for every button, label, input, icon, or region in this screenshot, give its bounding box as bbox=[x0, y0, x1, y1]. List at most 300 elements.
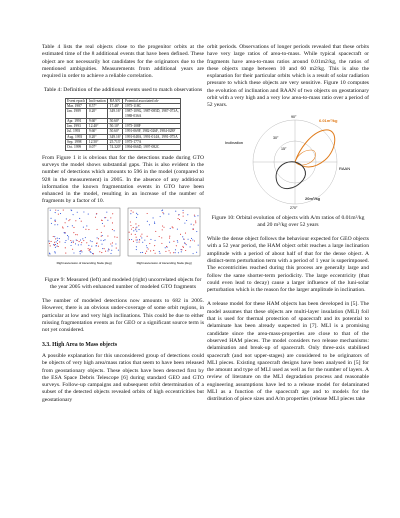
scatter-point bbox=[180, 233, 181, 234]
left-paragraph-3: The number of modeled detections now amounts to 682 in 2005. However, there is an obvious under-coverage of some orbit regions, in particular at low and very high inclinations. This could be due to either missing fragmentation events as for GEO or a significant source term is not yet considered. bbox=[42, 298, 204, 334]
figure-9 bbox=[42, 206, 204, 291]
table-header-cell: Event epoch bbox=[67, 98, 85, 103]
left-column bbox=[42, 44, 204, 404]
scatter-point bbox=[50, 245, 51, 246]
scatter-point bbox=[161, 243, 162, 244]
table-cell: Aug. 1993 bbox=[65, 134, 87, 139]
scatter-point bbox=[81, 220, 82, 221]
legend-low-am: 20m²/kg bbox=[305, 195, 321, 201]
scatter-point bbox=[92, 241, 93, 242]
scatter-point bbox=[178, 252, 179, 253]
table-cell: 0.07° bbox=[87, 145, 108, 150]
scatter-point bbox=[82, 238, 83, 239]
scatter-point bbox=[99, 251, 100, 252]
scatter-point bbox=[115, 243, 116, 244]
scatter-point bbox=[107, 235, 108, 236]
scatter-point bbox=[153, 217, 154, 218]
scatter-point bbox=[175, 252, 176, 253]
scatter-point bbox=[110, 243, 111, 244]
scatter-point bbox=[184, 222, 185, 223]
scatter-point bbox=[71, 209, 72, 210]
scatter-point bbox=[136, 249, 137, 250]
scatter-point bbox=[88, 248, 89, 249]
scatter-point bbox=[91, 245, 92, 246]
scatter-point bbox=[147, 221, 148, 222]
scatter-point bbox=[50, 209, 51, 210]
scatter-point bbox=[88, 213, 89, 214]
scatter-point bbox=[54, 251, 55, 252]
scatter-point bbox=[117, 237, 118, 238]
table-cell: 0.20° bbox=[87, 134, 108, 139]
scatter-point bbox=[142, 252, 143, 253]
scatter-point bbox=[148, 248, 149, 249]
scatter-point bbox=[131, 210, 132, 211]
scatter-point bbox=[57, 224, 58, 225]
scatter-point bbox=[71, 242, 72, 243]
scatter-point bbox=[116, 247, 117, 248]
scatter-point bbox=[135, 229, 136, 230]
scatter-point bbox=[58, 210, 59, 211]
scatter-point bbox=[141, 233, 142, 234]
scatter-point bbox=[75, 234, 76, 235]
scatter-point bbox=[83, 240, 84, 241]
scatter-point bbox=[96, 242, 97, 243]
scatter-point bbox=[54, 241, 55, 242]
scatter-point bbox=[60, 213, 61, 214]
scatter-point bbox=[188, 238, 189, 239]
scatter-point bbox=[79, 241, 80, 242]
polar-label-inclination: Inclination bbox=[225, 139, 244, 145]
scatter-point bbox=[101, 252, 102, 253]
table-cell: 9.60° bbox=[87, 118, 108, 123]
scatter-point bbox=[72, 225, 73, 226]
left-paragraph-2: From Figure 1 it is obvious that for the detections made during GTO surveys the model shows substantial gaps. This is also evident in the number of detections which amounts to 596 in the model (compared to 928 in the measurement) in 2005. In the absence of any additional information the known fragmentation events in GTO have been enhanced in the model, resulting in an increase of the number of fragments by a factor of 10. bbox=[42, 154, 204, 205]
scatter-point bbox=[49, 243, 50, 244]
table-cell: 349.16° bbox=[109, 134, 121, 139]
scatter-point bbox=[68, 238, 69, 239]
scatter-point bbox=[145, 253, 146, 254]
scatter-point bbox=[101, 232, 102, 233]
scatter-point bbox=[57, 237, 58, 238]
scatter-point bbox=[129, 231, 130, 232]
table-cell: 0.20° bbox=[87, 109, 108, 119]
scatter-point bbox=[185, 250, 186, 251]
scatter-point bbox=[141, 237, 142, 238]
table-header-cell: Potential associated ob- bbox=[123, 98, 181, 103]
scatter-point bbox=[73, 252, 74, 253]
scatter-point bbox=[155, 231, 156, 232]
scatter-point bbox=[58, 246, 59, 247]
scatter-point bbox=[96, 213, 97, 214]
scatter-point bbox=[103, 240, 104, 241]
scatter-point bbox=[154, 245, 155, 246]
scatter-point bbox=[102, 235, 103, 236]
scatter-point bbox=[70, 245, 71, 246]
scatter-point bbox=[163, 226, 164, 227]
scatter-point bbox=[114, 230, 115, 231]
scatter-point bbox=[106, 211, 107, 212]
polar-label-raan: RAAN bbox=[339, 165, 351, 171]
polar-tick-15: 15° bbox=[281, 146, 287, 151]
scatter-point bbox=[160, 216, 161, 217]
scatter-point bbox=[90, 240, 91, 241]
scatter-point bbox=[183, 215, 184, 216]
scatter-point bbox=[169, 235, 170, 236]
fig9-xlabel-left: Right ascension of Ascending Node [deg] bbox=[56, 260, 112, 265]
legend-high-am: 6.01m²/kg bbox=[319, 117, 338, 123]
scatter-point bbox=[81, 242, 82, 243]
scatter-point bbox=[187, 214, 188, 215]
scatter-point bbox=[136, 241, 137, 242]
scatter-point bbox=[101, 235, 102, 236]
fig9-xlabel-right: Right ascension of Ascending Node [deg] bbox=[136, 260, 192, 265]
scatter-point bbox=[55, 244, 56, 245]
scatter-point bbox=[138, 229, 139, 230]
scatter-point bbox=[65, 222, 66, 223]
scatter-point bbox=[177, 228, 178, 229]
scatter-point bbox=[110, 253, 111, 254]
scatter-point bbox=[149, 224, 150, 225]
table-cell: 1987-109G, 1987-085D, 1987-073A, 1988-036A bbox=[123, 109, 181, 119]
scatter-point bbox=[191, 238, 192, 239]
table-cell: 1994-066D, 1997-082C bbox=[123, 145, 181, 150]
scatter-point bbox=[194, 240, 195, 241]
polar-tick-30: 30° bbox=[273, 135, 279, 140]
scatter-point bbox=[105, 250, 106, 251]
scatter-point bbox=[168, 250, 169, 251]
scatter-point bbox=[162, 225, 163, 226]
scatter-point bbox=[184, 242, 185, 243]
scatter-point bbox=[56, 241, 57, 242]
scatter-point bbox=[73, 232, 74, 233]
scatter-point bbox=[193, 224, 194, 225]
scatter-point bbox=[173, 252, 174, 253]
table-cell: 50.60° bbox=[108, 118, 123, 123]
scatter-point bbox=[64, 232, 65, 233]
scatter-point bbox=[162, 209, 163, 210]
scatter-point bbox=[88, 229, 89, 230]
scatter-point bbox=[177, 241, 178, 242]
scatter-point bbox=[101, 243, 102, 244]
scatter-point bbox=[79, 251, 80, 252]
scatter-point bbox=[194, 216, 195, 217]
scatter-point bbox=[65, 242, 66, 243]
scatter-point bbox=[57, 240, 58, 241]
scatter-point bbox=[135, 227, 136, 228]
scatter-point bbox=[107, 250, 108, 251]
scatter-point bbox=[183, 212, 184, 213]
scatter-point bbox=[133, 240, 134, 241]
figure-10 bbox=[207, 110, 369, 229]
scatter-point bbox=[79, 218, 80, 219]
scatter-point bbox=[75, 243, 76, 244]
scatter-point bbox=[104, 225, 105, 226]
scatter-point bbox=[55, 209, 56, 210]
scatter-point bbox=[51, 223, 52, 224]
scatter-point bbox=[102, 223, 103, 224]
scatter-point bbox=[142, 241, 143, 242]
scatter-point bbox=[140, 252, 141, 253]
scatter-point bbox=[68, 236, 69, 237]
scatter-point bbox=[149, 243, 150, 244]
scatter-point bbox=[136, 226, 137, 227]
scatter-point bbox=[112, 242, 113, 243]
scatter-point bbox=[65, 247, 66, 248]
polar-tick-270: 270° bbox=[290, 205, 298, 210]
scatter-point bbox=[175, 210, 176, 211]
scatter-point bbox=[63, 209, 64, 210]
scatter-point bbox=[162, 212, 163, 213]
table-cell: 17.48° bbox=[108, 103, 123, 108]
right-column bbox=[207, 44, 369, 404]
scatter-point bbox=[49, 253, 50, 254]
scatter-point bbox=[179, 214, 180, 215]
right-paragraph-2: While the dense object follows the behaviour expected for GEO objects with a 52 year period, the HAM object orbit reaches a large inclination amplitude with a period of about half of that for the dense object. A distinct-term perturbation term with a period of 1 year is superimposed. The eccentricities reached during this process are generally large and follow the same shorter-term periodicity. The large eccentricity (that could even lead to decay) cause a larger influence of the luni-solar perturbation which is the reason for the larger amplitude in inclination. bbox=[207, 236, 369, 294]
scatter-point bbox=[92, 253, 93, 254]
scatter-point bbox=[69, 219, 70, 220]
scatter-point bbox=[162, 229, 163, 230]
scatter-point bbox=[67, 226, 68, 227]
scatter-point bbox=[138, 225, 139, 226]
scatter-point bbox=[55, 247, 56, 248]
scatter-point bbox=[139, 239, 140, 240]
scatter-point bbox=[146, 245, 147, 246]
scatter-point bbox=[59, 238, 60, 239]
scatter-point bbox=[136, 217, 137, 218]
scatter-point bbox=[75, 220, 76, 221]
scatter-point bbox=[73, 242, 74, 243]
scatter-point bbox=[137, 239, 138, 240]
scatter-point bbox=[175, 249, 176, 250]
scatter-point bbox=[193, 253, 194, 254]
scatter-point bbox=[96, 245, 97, 246]
scatter-point bbox=[183, 210, 184, 211]
scatter-point bbox=[55, 212, 56, 213]
scatter-point bbox=[85, 229, 86, 230]
scatter-point bbox=[155, 252, 156, 253]
table-cell: 349.16° bbox=[108, 109, 123, 119]
scatter-point bbox=[98, 245, 99, 246]
table-cell: 1991-069F, 1982-026F, 1984-028F bbox=[123, 129, 181, 134]
table-cell: 8.57° bbox=[87, 103, 108, 108]
table-header-cell: Incli-nation bbox=[88, 98, 106, 103]
scatter-point bbox=[73, 214, 74, 215]
scatter-point bbox=[76, 239, 77, 240]
orbit-curve-high-am bbox=[295, 130, 335, 167]
scatter-point bbox=[133, 230, 134, 231]
table-cell: 50.10° bbox=[108, 124, 123, 129]
scatter-point bbox=[185, 232, 186, 233]
scatter-point bbox=[180, 249, 181, 250]
scatter-point bbox=[68, 220, 69, 221]
scatter-point bbox=[154, 240, 155, 241]
scatter-point bbox=[102, 248, 103, 249]
scatter-point bbox=[179, 219, 180, 220]
scatter-point bbox=[161, 237, 162, 238]
right-paragraph-3: A release model for these HAM objects has been developed in [5]. The model assumes that these objects are multi-layer insulation (MLI) foil that is used for thermal protection of spacecraft and its potential to delaminate has been already suspected in [7]. MLI is a promising candidate since the area-mass-properties are close to that of the observed HAM pieces. The model considers two release mechanisms: delamination and break-up of spacecraft. Only three-axis stabilised spacecraft (and not upper-stages) are considered to be originators of MLI pieces. Existing spacecraft designs have been analysed in [5] for the amount and type of MLI used as well as for the number of layers. A review of literature on the MLI degradation process and reasonable engineering assumptions have led to a release model for delaminated MLI as a function of the spacecraft age and to models for the distribution of piece sizes and A/m properties (release MLI pieces take bbox=[207, 301, 369, 403]
scatter-point bbox=[66, 218, 67, 219]
scatter-point bbox=[65, 240, 66, 241]
scatter-point bbox=[140, 235, 141, 236]
scatter-point bbox=[80, 253, 81, 254]
scatter-point bbox=[154, 221, 155, 222]
scatter-point bbox=[137, 214, 138, 215]
figure-10-caption: Figure 10: Orbital evolution of objects with A/m ratios of 0.01m²/kg and 20 m²/kg over 52 years bbox=[211, 214, 365, 228]
scatter-point bbox=[55, 219, 56, 220]
scatter-point bbox=[110, 217, 111, 218]
scatter-point bbox=[57, 245, 58, 246]
scatter-point bbox=[112, 222, 113, 223]
scatter-point bbox=[55, 252, 56, 253]
scatter-point bbox=[114, 236, 115, 237]
scatter-point bbox=[182, 246, 183, 247]
scatter-point bbox=[100, 239, 101, 240]
scatter-point bbox=[65, 252, 66, 253]
scatter-point bbox=[173, 241, 174, 242]
scatter-point bbox=[54, 236, 55, 237]
scatter-point bbox=[55, 238, 56, 239]
table-cell: 50.60° bbox=[108, 129, 123, 134]
scatter-point bbox=[165, 247, 166, 248]
table-cell: 9.60° bbox=[87, 129, 108, 134]
scatter-point bbox=[198, 244, 199, 245]
table-cell: Jan. 1993 bbox=[65, 124, 87, 129]
table-cell: 1975-108F bbox=[123, 124, 181, 129]
scatter-point bbox=[118, 249, 119, 250]
scatter-point bbox=[191, 223, 192, 224]
table-cell: Mar. 1987 bbox=[65, 103, 87, 108]
scatter-point bbox=[133, 211, 134, 212]
scatter-point bbox=[130, 225, 131, 226]
scatter-point bbox=[159, 252, 160, 253]
table-cell: Oct. 1999 bbox=[65, 145, 87, 150]
scatter-point bbox=[73, 240, 74, 241]
scatter-point bbox=[178, 218, 179, 219]
scatter-point bbox=[133, 227, 134, 228]
scatter-point bbox=[111, 249, 112, 250]
scatter-point bbox=[67, 235, 68, 236]
scatter-point bbox=[150, 239, 151, 240]
scatter-point bbox=[172, 226, 173, 227]
scatter-point bbox=[172, 227, 173, 228]
scatter-point bbox=[136, 246, 137, 247]
scatter-point bbox=[169, 237, 170, 238]
scatter-point bbox=[51, 241, 52, 242]
scatter-point bbox=[54, 224, 55, 225]
scatter-point bbox=[89, 249, 90, 250]
scatter-point bbox=[104, 248, 105, 249]
scatter-point bbox=[53, 244, 54, 245]
scatter-point bbox=[154, 223, 155, 224]
scatter-point bbox=[77, 234, 78, 235]
scatter-point bbox=[80, 239, 81, 240]
scatter-frame-right bbox=[128, 208, 200, 256]
scatter-point bbox=[190, 240, 191, 241]
scatter-point bbox=[186, 220, 187, 221]
left-paragraph-1: Table 4 lists the real objects close to the progenitor orbits at the estimated time of the 8 additional events that have been defined. These object are not necessarily hot candidates for the originators due to the mentioned ambiguities. Measurements from additional years are required in order to achieve a reliable correlation. bbox=[42, 44, 204, 80]
scatter-point bbox=[159, 251, 160, 252]
scatter-point bbox=[139, 241, 140, 242]
scatter-point bbox=[195, 220, 196, 221]
table-cell: 12.40° bbox=[87, 124, 108, 129]
scatter-point bbox=[101, 219, 102, 220]
figure-10-polar-plot bbox=[207, 110, 369, 210]
scatter-point bbox=[112, 229, 113, 230]
scatter-point bbox=[53, 236, 54, 237]
table-row bbox=[65, 109, 181, 119]
section-heading-3-3: 3.3. High Area to Mass objects bbox=[42, 341, 118, 348]
scatter-point bbox=[63, 227, 64, 228]
scatter-point bbox=[183, 247, 184, 248]
scatter-point bbox=[195, 222, 196, 223]
scatter-point bbox=[135, 234, 136, 235]
scatter-point bbox=[111, 245, 112, 246]
scatter-point bbox=[129, 239, 130, 240]
scatter-point bbox=[147, 247, 148, 248]
figure-9-caption: Figure 9: Measured (left) and modeled (right) uncorrelated objects for the year 2005 with enhanced number of modeled GTO fragments bbox=[44, 276, 202, 290]
scatter-point bbox=[57, 243, 58, 244]
scatter-point bbox=[112, 213, 113, 214]
scatter-point bbox=[131, 239, 132, 240]
scatter-point bbox=[58, 213, 59, 214]
scatter-point bbox=[131, 228, 132, 229]
scatter-point bbox=[136, 239, 137, 240]
scatter-point bbox=[197, 215, 198, 216]
scatter-point bbox=[97, 237, 98, 238]
scatter-point bbox=[104, 239, 105, 240]
scatter-point bbox=[78, 244, 79, 245]
table-cell: Jan. 1989 bbox=[65, 109, 87, 119]
scatter-point bbox=[83, 226, 84, 227]
table-cell: Jul. 1993 bbox=[65, 129, 87, 134]
scatter-point bbox=[98, 238, 99, 239]
scatter-point bbox=[147, 213, 148, 214]
scatter-point bbox=[194, 214, 195, 215]
scatter-point bbox=[193, 229, 194, 230]
table-cell: Sep. 1998 bbox=[65, 140, 87, 145]
scatter-point bbox=[170, 252, 171, 253]
scatter-point bbox=[95, 216, 96, 217]
events-table bbox=[65, 98, 182, 151]
table-cell: 25.713° bbox=[109, 140, 121, 145]
scatter-point bbox=[169, 241, 170, 242]
table-cell: 1975-177A bbox=[123, 140, 181, 145]
scatter-point bbox=[153, 250, 154, 251]
scatter-point bbox=[196, 251, 197, 252]
scatter-point bbox=[86, 225, 87, 226]
scatter-point bbox=[48, 240, 49, 241]
scatter-point bbox=[130, 213, 131, 214]
table-cell: 74.320° bbox=[109, 145, 121, 150]
table-row bbox=[65, 145, 181, 150]
scatter-point bbox=[86, 242, 87, 243]
scatter-point bbox=[136, 230, 137, 231]
table-body bbox=[65, 103, 181, 150]
scatter-point bbox=[177, 240, 178, 241]
scatter-point bbox=[146, 250, 147, 251]
scatter-point bbox=[182, 236, 183, 237]
scatter-point bbox=[147, 236, 148, 237]
scatter-point bbox=[90, 252, 91, 253]
scatter-point bbox=[73, 227, 74, 228]
scatter-point bbox=[83, 211, 84, 212]
scatter-point bbox=[170, 228, 171, 229]
scatter-point bbox=[165, 251, 166, 252]
table-cell: 1975-118C bbox=[123, 103, 181, 108]
right-paragraph-1: orbit periods. Observations of longer periods revealed that these orbits have very large ratios of area-to-mass. While typical spacecraft or fragments have area-to-mass ratios around 0.01m2/kg, the ratios of these objects range between 10 and 60 m2/kg. This is also the explanation for their particular orbits which is a result of solar radiation pressure to which these objects are very sensitive. Figure 10 computes the evolution of inclination and RAAN of two objects on geostationary orbit with a very high and a very low area-to-mass ratio over a period of 52 years. bbox=[207, 44, 369, 109]
scatter-point bbox=[77, 211, 78, 212]
scatter-point bbox=[136, 236, 137, 237]
